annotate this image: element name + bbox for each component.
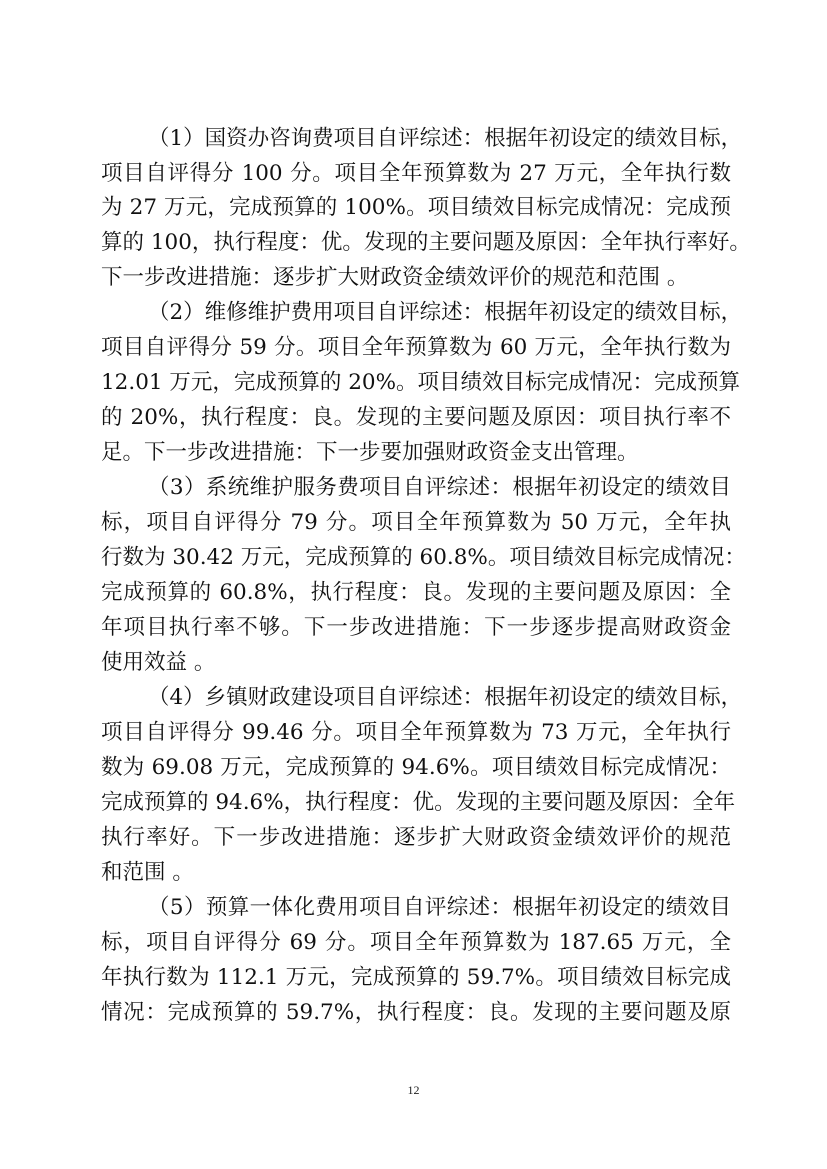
paragraph-1-line-1: （1）国资办咨询费项目自评综述：根据年初设定的绩效目标， <box>148 126 743 151</box>
paragraph-5-line-4: 情况：完成预算的 59.7%，执行程度：良。发现的主要问题及原 <box>101 1000 731 1025</box>
paragraph-4-line-2: 项目自评得分 99.46 分。项目全年预算数为 73 万元，全年执行 <box>101 720 731 745</box>
paragraph-4-line-3: 数为 69.08 万元，完成预算的 94.6%。项目绩效目标完成情况： <box>101 755 731 780</box>
paragraph-4-line-5: 执行率好。下一步改进措施：逐步扩大财政资金绩效评价的规范 <box>101 825 731 850</box>
paragraph-2-line-3: 12.01 万元，完成预算的 20%。项目绩效目标完成情况：完成预算 <box>101 370 741 395</box>
paragraph-3-line-4: 完成预算的 60.8%，执行程度：良。发现的主要问题及原因：全 <box>101 580 731 605</box>
paragraph-1-line-3: 为 27 万元，完成预算的 100%。项目绩效目标完成情况：完成预 <box>101 195 731 220</box>
paragraph-4-line-4: 完成预算的 94.6%，执行程度：优。发现的主要问题及原因：全年 <box>101 790 736 815</box>
paragraph-5-line-3: 年执行数为 112.1 万元，完成预算的 59.7%。项目绩效目标完成 <box>101 965 731 990</box>
paragraph-2-line-1: （2）维修维护费用项目自评综述：根据年初设定的绩效目标， <box>148 300 743 325</box>
paragraph-2-line-2: 项目自评得分 59 分。项目全年预算数为 60 万元，全年执行数为 <box>101 335 731 360</box>
paragraph-2-line-5: 足。下一步改进措施：下一步要加强财政资金支出管理。 <box>101 440 639 465</box>
paragraph-3-line-3: 行数为 30.42 万元，完成预算的 60.8%。项目绩效目标完成情况： <box>101 545 746 570</box>
paragraph-1-line-4: 算的 100，执行程度：优。发现的主要问题及原因：全年执行率好。 <box>101 230 751 255</box>
paragraph-2-line-4: 的 20%，执行程度：良。发现的主要问题及原因：项目执行率不 <box>101 405 731 430</box>
paragraph-3-line-6: 使用效益 。 <box>101 650 216 675</box>
page-number: 12 <box>407 1083 420 1097</box>
paragraph-4-line-6: 和范围 。 <box>101 860 194 885</box>
paragraph-5-line-2: 标，项目自评得分 69 分。项目全年预算数为 187.65 万元，全 <box>101 930 731 955</box>
paragraph-3-line-1: （3）系统维护服务费项目自评综述：根据年初设定的绩效目 <box>148 475 731 500</box>
paragraph-5-line-1: （5）预算一体化费用项目自评综述：根据年初设定的绩效目 <box>148 895 731 920</box>
paragraph-1-line-5: 下一步改进措施：逐步扩大财政资金绩效评价的规范和范围 。 <box>101 265 689 290</box>
paragraph-3-line-2: 标，项目自评得分 79 分。项目全年预算数为 50 万元，全年执 <box>101 510 731 535</box>
paragraph-3-line-5: 年项目执行率不够。下一步改进措施：下一步逐步提高财政资金 <box>101 615 731 640</box>
paragraph-4-line-1: （4）乡镇财政建设项目自评综述：根据年初设定的绩效目标， <box>148 685 743 710</box>
paragraph-1-line-2: 项目自评得分 100 分。项目全年预算数为 27 万元，全年执行数 <box>101 161 731 186</box>
